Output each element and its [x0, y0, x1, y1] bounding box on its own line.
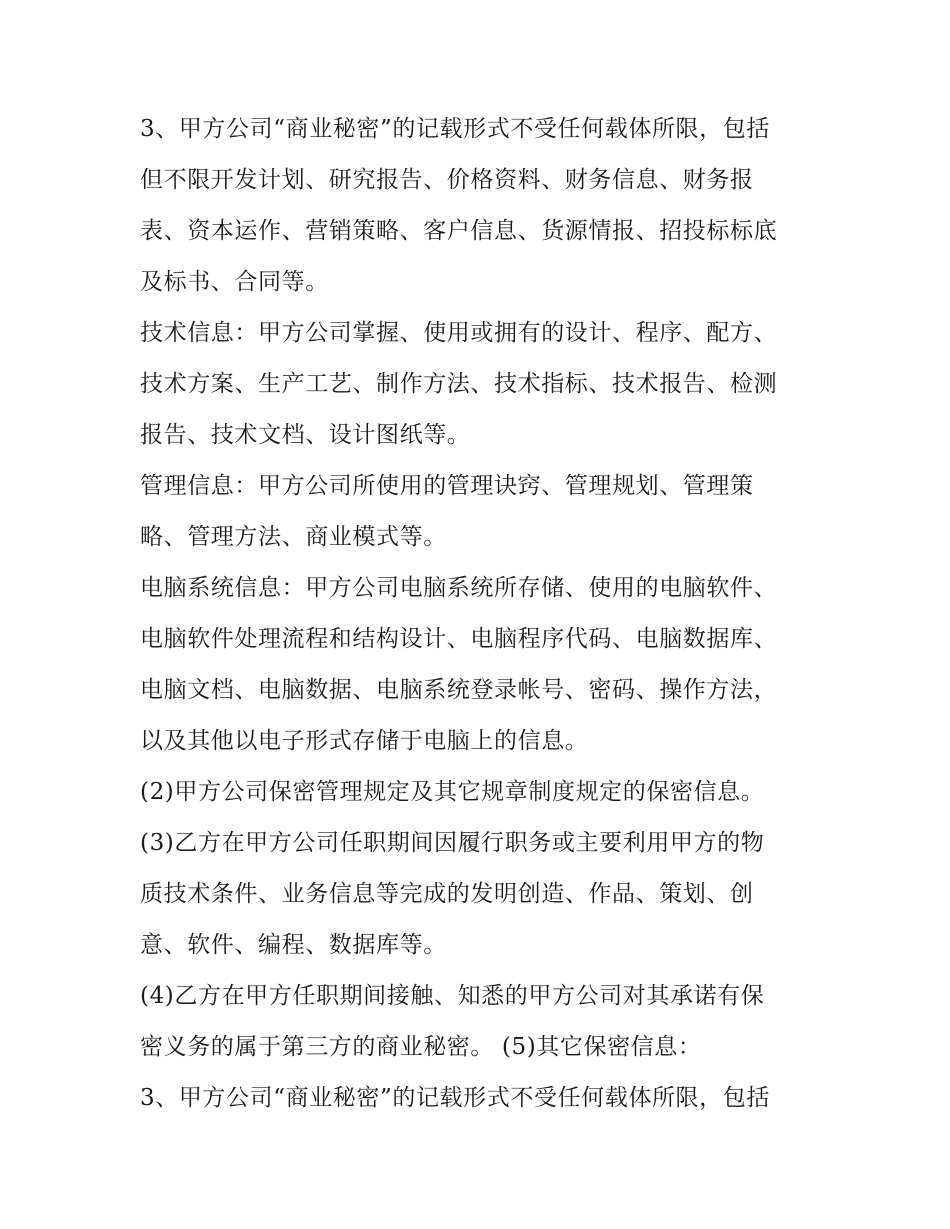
text-line: 电脑文档、电脑数据、电脑系统登录帐号、密码、操作方法， — [140, 677, 778, 703]
text-line: (4)乙方在甲方任职期间接触、知悉的甲方公司对其承诺有保 — [140, 983, 765, 1009]
paragraph-item-2 — [140, 767, 820, 818]
paragraph-trade-secret-forms — [140, 104, 820, 308]
text-line: 3、甲方公司“商业秘密”的记载形式不受任何载体所限，包括 — [140, 116, 770, 142]
paragraph-computer-system-info — [140, 563, 820, 767]
text-line: 表、资本运作、营销策略、客户信息、货源情报、招投标标底 — [140, 218, 778, 244]
paragraph-item-3 — [140, 818, 820, 971]
text-line: 管理信息：甲方公司所使用的管理诀窍、管理规划、管理策 — [140, 473, 754, 499]
text-line: 略、管理方法、商业模式等。 — [140, 524, 447, 550]
text-line: 密义务的属于第三方的商业秘密。 (5)其它保密信息： — [140, 1034, 702, 1060]
text-line: 及标书、合同等。 — [140, 269, 329, 295]
text-line: 电脑系统信息：甲方公司电脑系统所存储、使用的电脑软件、 — [140, 575, 778, 601]
text-line: 报告、技术文档、设计图纸等。 — [140, 422, 471, 448]
text-line: 以及其他以电子形式存储于电脑上的信息。 — [140, 728, 589, 754]
document-body — [140, 104, 820, 1124]
text-line: 技术信息：甲方公司掌握、使用或拥有的设计、程序、配方、 — [140, 320, 778, 346]
text-line: (2)甲方公司保密管理规定及其它规章制度规定的保密信息。 — [140, 779, 765, 805]
text-line: 3、甲方公司“商业秘密”的记载形式不受任何载体所限，包括 — [140, 1085, 770, 1111]
paragraph-management-info — [140, 461, 820, 563]
text-line: 技术方案、生产工艺、制作方法、技术指标、技术报告、检测 — [140, 371, 778, 397]
paragraph-technical-info — [140, 308, 820, 461]
text-line: 质技术条件、业务信息等完成的发明创造、作品、策划、创 — [140, 881, 754, 907]
text-line: (3)乙方在甲方公司任职期间因履行职务或主要利用甲方的物 — [140, 830, 765, 856]
text-line: 意、软件、编程、数据库等。 — [140, 932, 447, 958]
paragraph-item-4-5 — [140, 971, 820, 1073]
text-line: 但不限开发计划、研究报告、价格资料、财务信息、财务报 — [140, 167, 754, 193]
paragraph-trade-secret-forms-repeat — [140, 1073, 820, 1124]
text-line: 电脑软件处理流程和结构设计、电脑程序代码、电脑数据库、 — [140, 626, 778, 652]
